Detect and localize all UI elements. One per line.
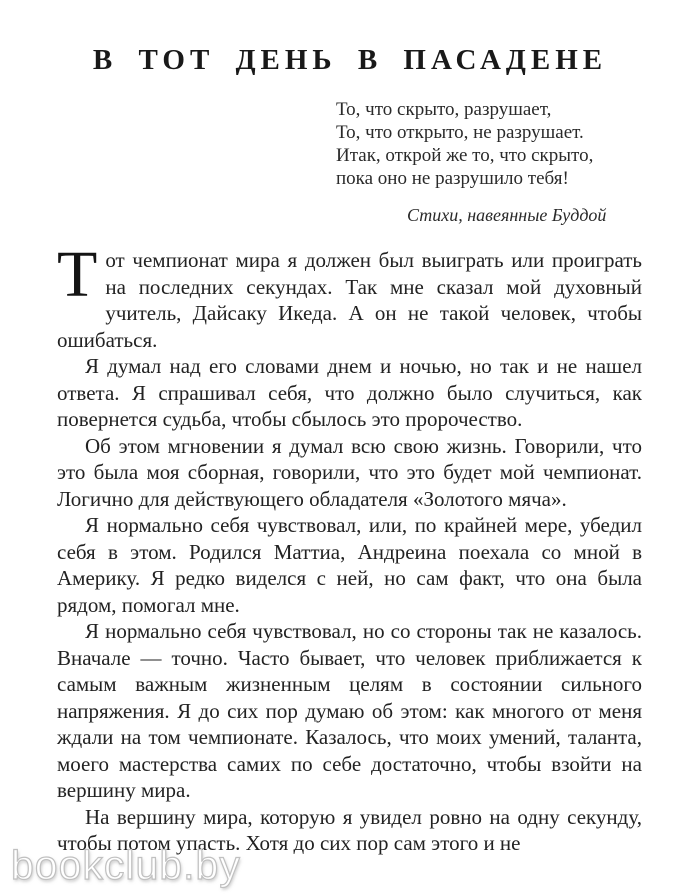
epigraph-attribution: Стихи, навеянные Буддой	[407, 205, 607, 225]
epigraph	[336, 98, 700, 190]
chapter-title: В ТОТ ДЕНЬ В ПАСАДЕНЕ	[92, 44, 608, 76]
body-text	[57, 238, 642, 857]
paragraph	[57, 238, 642, 353]
paragraph: Я думал над его словами днем и ночью, но так и не нашел ответа. Я спрашивал себя, что должно было случиться, как повернется судьба, чтобы сбылось это пророчество.	[57, 354, 642, 431]
paragraph: Об этом мгновении я думал всю свою жизнь. Говорили, что это была моя сборная, говорили, что это будет мой чемпионат. Логично для действующего обладателя «Золотого мяча».	[57, 433, 642, 511]
epigraph-line: То, что скрыто, разрушает,	[336, 99, 552, 120]
paragraph-text: от чемпионат мира я должен был выиграть или проиграть на последних секундах. Так мне сказал мой духовный учитель, Дайсаку Икеда. А он не такой человек, чтобы ошибаться.	[57, 248, 642, 352]
epigraph-line: Итак, открой же то, что скрыто,	[336, 145, 594, 166]
watermark: bookclub.by	[11, 842, 241, 888]
drop-cap: Т	[57, 238, 98, 311]
epigraph-line: То, что открыто, не разрушает.	[336, 122, 584, 143]
paragraph: Я нормально себя чувствовал, или, по крайней мере, убедил себя в этом. Родился Маттиа, Андреина поехала со мной в Америку. Я редко виделся с ней, но сам факт, что она была рядом, помогал мне.	[57, 513, 642, 617]
paragraph: На вершину мира, которую я увидел ровно на одну секунду, чтобы потом упасть. Хотя до сих пор сам этого и не	[57, 804, 642, 855]
epigraph-line: пока оно не разрушило тебя!	[336, 168, 569, 189]
paragraph: Я нормально себя чувствовал, но со стороны так не казалось. Вначале — точно. Часто бывает, что человек приближается к самым важным жизненным целям в состоянии сильного напряжения. Я до сих пор думаю об этом: как многого от меня ждали на том чемпионате. Казалось, что моих умений, таланта, моего мастерства самих по себе достаточно, чтобы взойти на вершину мира.	[57, 619, 642, 802]
